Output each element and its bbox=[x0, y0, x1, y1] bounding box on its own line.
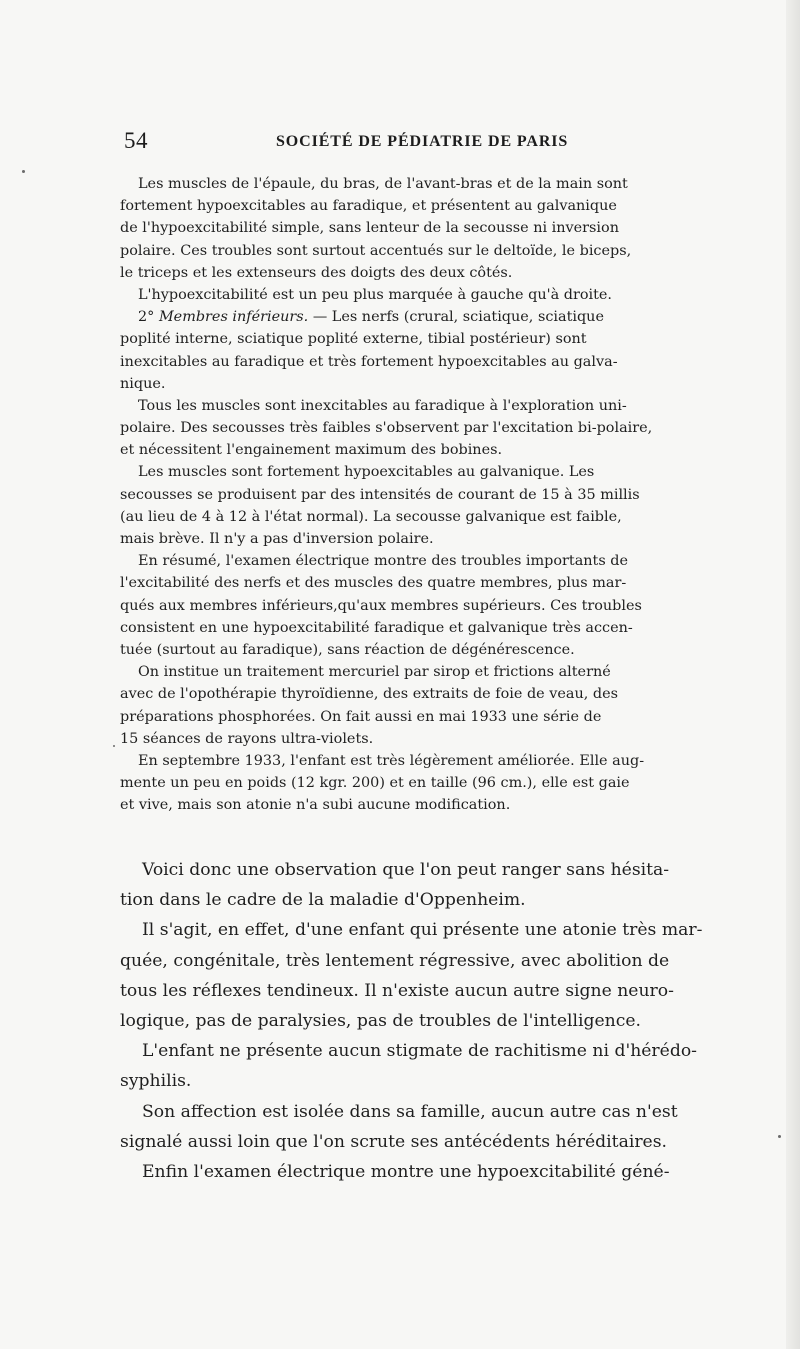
text-line: L'enfant ne présente aucun stigmate de rachitisme ni d'hérédo- bbox=[142, 1041, 697, 1062]
text-line: et nécessitent l'engainement maximum des bobines. bbox=[120, 442, 503, 459]
text-line: secousses se produisent par des intensités de courant de 15 à 35 millis bbox=[120, 486, 640, 503]
text-line: nique. bbox=[120, 375, 166, 392]
text-line: (au lieu de 4 à 12 à l'état normal). La secousse galvanique est faible, bbox=[120, 508, 622, 525]
text-line: Tous les muscles sont inexcitables au faradique à l'exploration uni- bbox=[138, 397, 627, 414]
text-line: préparations phosphorées. On fait aussi en mai 1933 une série de bbox=[120, 708, 602, 725]
text-line: On institue un traitement mercuriel par sirop et frictions alterné bbox=[138, 664, 611, 681]
text-line: mente un peu en poids (12 kgr. 200) et en taille (96 cm.), elle est gaie bbox=[120, 775, 630, 792]
text-line: polaire. Ces troubles sont surtout accentués sur le deltoïde, le biceps, bbox=[120, 242, 632, 259]
discussion-text bbox=[120, 855, 732, 1187]
text-line: logique, pas de paralysies, pas de troubles de l'intelligence. bbox=[120, 1010, 642, 1031]
text-line: l'excitabilité des nerfs et des muscles des quatre membres, plus mar- bbox=[120, 575, 627, 592]
text-fragment: — Les nerfs (crural, sciatique, sciatique bbox=[312, 309, 604, 326]
text-line: quée, congénitale, très lentement régressive, avec abolition de bbox=[120, 950, 670, 971]
text-line: polaire. Des secousses très faibles s'observent par l'excitation bi-polaire, bbox=[120, 420, 653, 437]
text-line: qués aux membres inférieurs,qu'aux membres supérieurs. Ces troubles bbox=[120, 597, 642, 614]
text-line: poplité interne, sciatique poplité externe, tibial postérieur) sont bbox=[120, 331, 587, 348]
text-line: tous les réflexes tendineux. Il n'existe aucun autre signe neuro- bbox=[120, 980, 674, 1001]
list-marker: 2° bbox=[138, 309, 155, 326]
scan-speck bbox=[22, 170, 25, 173]
text-line: Enfin l'examen électrique montre une hypoexcitabilité géné- bbox=[142, 1161, 670, 1182]
running-head: SOCIÉTÉ DE PÉDIATRIE DE PARIS bbox=[276, 133, 569, 150]
text-line: Les muscles sont fortement hypoexcitables au galvanique. Les bbox=[138, 464, 595, 481]
text-line: Il s'agit, en effet, d'une enfant qui présente une atonie très mar- bbox=[142, 920, 703, 941]
text-line: mais brève. Il n'y a pas d'inversion polaire. bbox=[120, 531, 434, 547]
scan-speck bbox=[113, 745, 115, 747]
text-line: Son affection est isolée dans sa famille, aucun autre cas n'est bbox=[142, 1101, 678, 1122]
text-line: et vive, mais son atonie n'a subi aucune modification. bbox=[120, 797, 511, 814]
text-line: Les muscles de l'épaule, du bras, de l'avant-bras et de la main sont bbox=[138, 176, 628, 192]
text-line: le triceps et les extenseurs des doigts des deux côtés. bbox=[120, 264, 513, 281]
text-line: avec de l'opothérapie thyroïdienne, des extraits de foie de veau, des bbox=[120, 686, 619, 703]
text-line: Voici donc une observation que l'on peut ranger sans hésita- bbox=[142, 860, 670, 880]
page-header bbox=[124, 128, 730, 158]
text-line: signalé aussi loin que l'on scrute ses antécédents héréditaires. bbox=[120, 1131, 667, 1152]
text-line: syphilis. bbox=[120, 1071, 192, 1092]
text-line: 15 séances de rayons ultra-violets. bbox=[120, 730, 374, 747]
section-heading-lower-limbs: Membres inférieurs. bbox=[158, 309, 309, 326]
text-line: inexcitables au faradique et très fortement hypoexcitables au galva- bbox=[120, 353, 618, 370]
clinical-report-text bbox=[120, 173, 732, 816]
text-line: En septembre 1933, l'enfant est très légèrement améliorée. Elle aug- bbox=[138, 752, 645, 769]
text-line: consistent en une hypoexcitabilité faradique et galvanique très accen- bbox=[120, 619, 633, 636]
text-line: tion dans le cadre de la maladie d'Oppenheim. bbox=[120, 890, 526, 911]
text-line: L'hypoexcitabilité est un peu plus marquée à gauche qu'à droite. bbox=[138, 286, 612, 303]
page-number: 54 bbox=[124, 128, 148, 153]
page-edge-shadow bbox=[786, 0, 800, 1349]
text-line: tuée (surtout au faradique), sans réaction de dégénérescence. bbox=[120, 641, 575, 658]
text-line: fortement hypoexcitables au faradique, et présentent au galvanique bbox=[120, 198, 617, 215]
text-line-section-heading bbox=[120, 306, 732, 328]
scan-speck bbox=[778, 1135, 781, 1138]
text-line: En résumé, l'examen électrique montre des troubles importants de bbox=[138, 553, 629, 570]
text-line: de l'hypoexcitabilité simple, sans lenteur de la secousse ni inversion bbox=[120, 220, 619, 237]
